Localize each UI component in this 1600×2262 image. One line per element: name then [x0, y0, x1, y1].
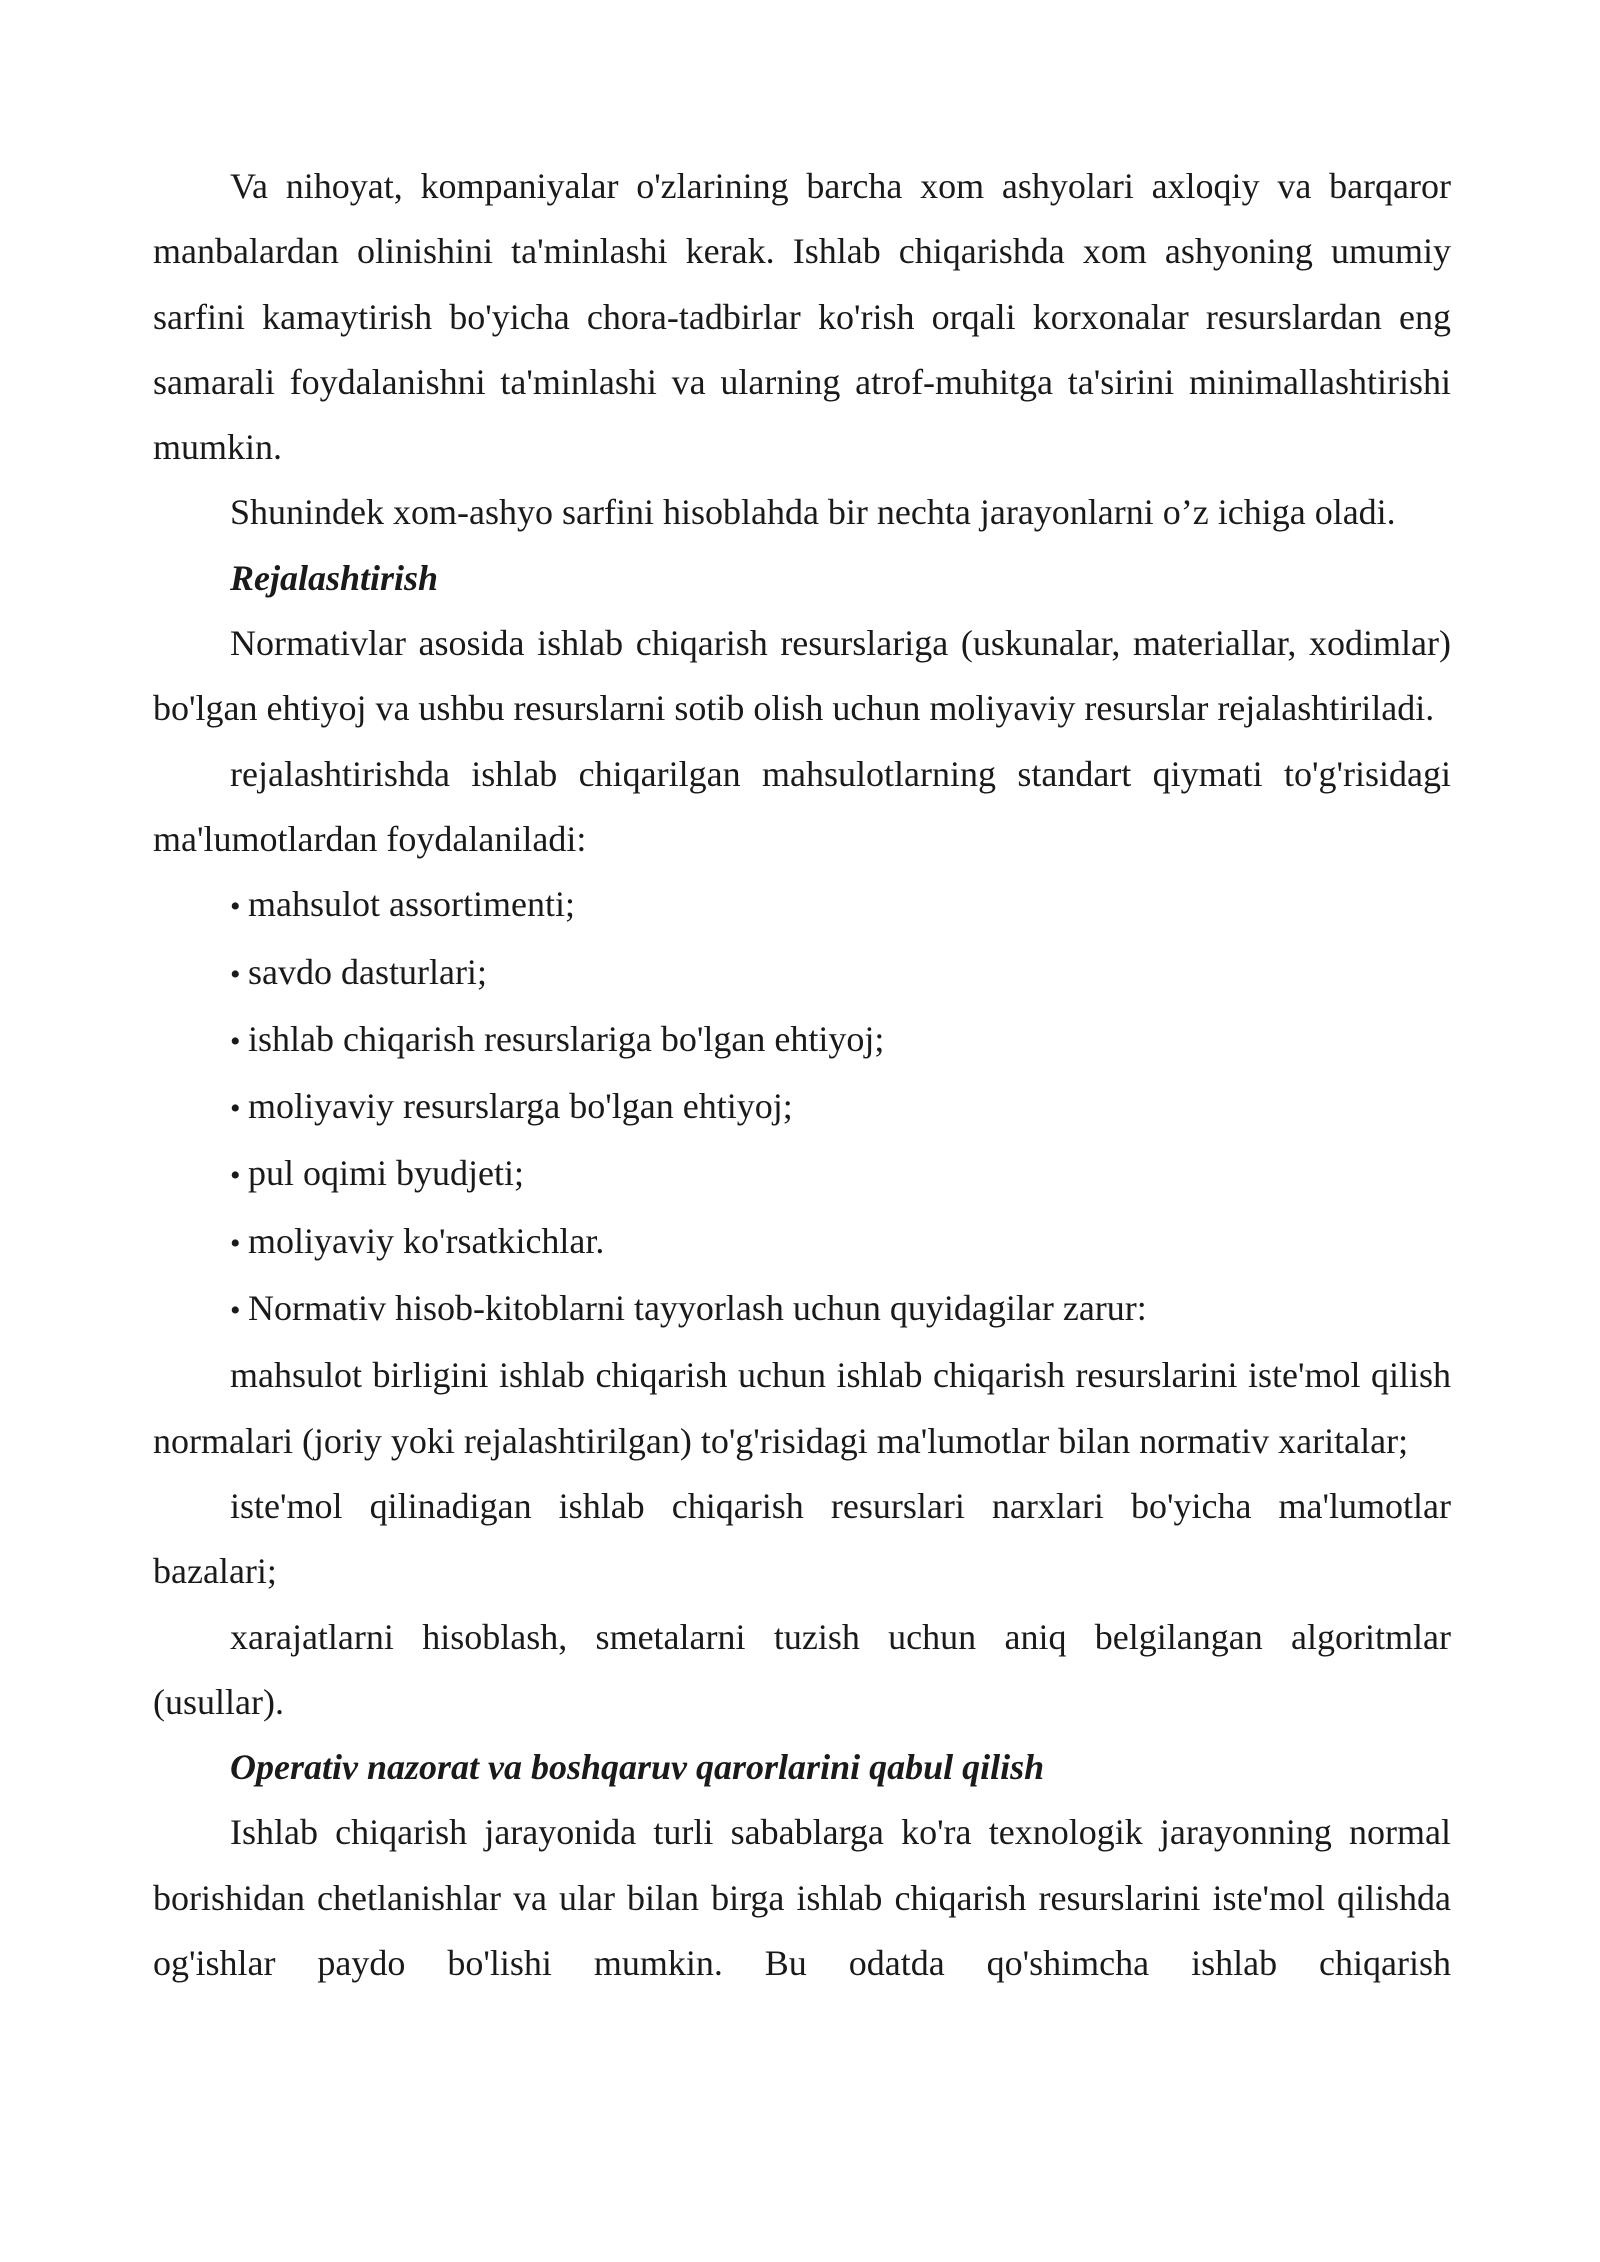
paragraph: Va nihoyat, kompaniyalar o'zlarining barcha xom ashyolari axloqiy va barqaror manbalardan olinishini ta'minlashi kerak. Ishlab chiqarishda xom ashyoning umumiy sarfini kamaytirish bo'yicha chora-tadbirlar ko'rish orqali korxonalar resurslardan eng samarali foydalanishni ta'minlashi va ularning atrof-muhitga ta'sirini minimallashtirishi mumkin.	[153, 166, 1451, 468]
bullet-icon: •	[230, 890, 241, 924]
section-heading: Operativ nazorat va boshqaruv qarorlarini qabul qilish	[230, 1747, 1045, 1788]
list-item-text: mahsulot assortimenti;	[248, 884, 575, 925]
bullet-icon: •	[230, 1092, 241, 1126]
list-item	[153, 1074, 1451, 1141]
list-item-text: Normativ hisob-kitoblarni tayyorlash uchun quyidagilar zarur:	[248, 1288, 1147, 1329]
bullet-list	[153, 872, 1451, 1343]
paragraph: xarajatlarni hisoblash, smetalarni tuzish uchun aniq belgilangan algoritmlar (usullar).	[153, 1616, 1451, 1722]
list-item-text: savdo dasturlari;	[248, 951, 487, 992]
section-heading: Rejalashtirish	[230, 557, 439, 598]
paragraph: Normativlar asosida ishlab chiqarish resurslariga (uskunalar, materiallar, xodimlar) bo'lgan ehtiyoj va ushbu resurslarni sotib olish uchun moliyaviy resurslar rejalashtiriladi.	[153, 623, 1451, 729]
bullet-icon: •	[230, 957, 241, 991]
list-item	[153, 1276, 1451, 1343]
list-item	[153, 1209, 1451, 1276]
list-item-text: moliyaviy resurslarga bo'lgan ehtiyoj;	[248, 1086, 793, 1127]
list-item	[153, 872, 1451, 939]
list-item-text: ishlab chiqarish resurslariga bo'lgan ehtiyoj;	[248, 1018, 885, 1059]
bullet-icon: •	[230, 1159, 241, 1193]
list-item-text: pul oqimi byudjeti;	[248, 1153, 524, 1194]
paragraph: iste'mol qilinadigan ishlab chiqarish resurslari narxlari bo'yicha ma'lumotlar bazalari;	[153, 1485, 1451, 1592]
list-item-text: moliyaviy ko'rsatkichlar.	[248, 1220, 605, 1261]
paragraph: mahsulot birligini ishlab chiqarish uchun ishlab chiqarish resurslarini iste'mol qilish normalari (joriy yoki rejalashtirilgan) to'g'risidagi ma'lumotlar bilan normativ xaritalar;	[153, 1355, 1451, 1461]
paragraph: rejalashtirishda ishlab chiqarilgan mahsulotlarning standart qiymati to'g'risidagi ma'lumotlardan foydalaniladi:	[153, 753, 1451, 859]
bullet-icon: •	[230, 1294, 241, 1328]
list-item	[153, 1007, 1451, 1074]
list-item	[153, 940, 1451, 1007]
bullet-icon: •	[230, 1024, 241, 1058]
paragraph: Ishlab chiqarish jarayonida turli sabablarga ko'ra texnologik jarayonning normal borishidan chetlanishlar va ular bilan birga ishlab chiqarish resurslarini iste'mol qilishda og'ishlar paydo bo'lishi mumkin. Bu odatda qo'shimcha ishlab chiqarish	[153, 1812, 1451, 1984]
list-item	[153, 1141, 1451, 1208]
document-body	[153, 154, 1451, 1996]
bullet-icon: •	[230, 1226, 241, 1260]
paragraph: Shunindek xom-ashyo sarfini hisoblahda bir nechta jarayonlarni o’z ichiga oladi.	[230, 492, 1396, 533]
